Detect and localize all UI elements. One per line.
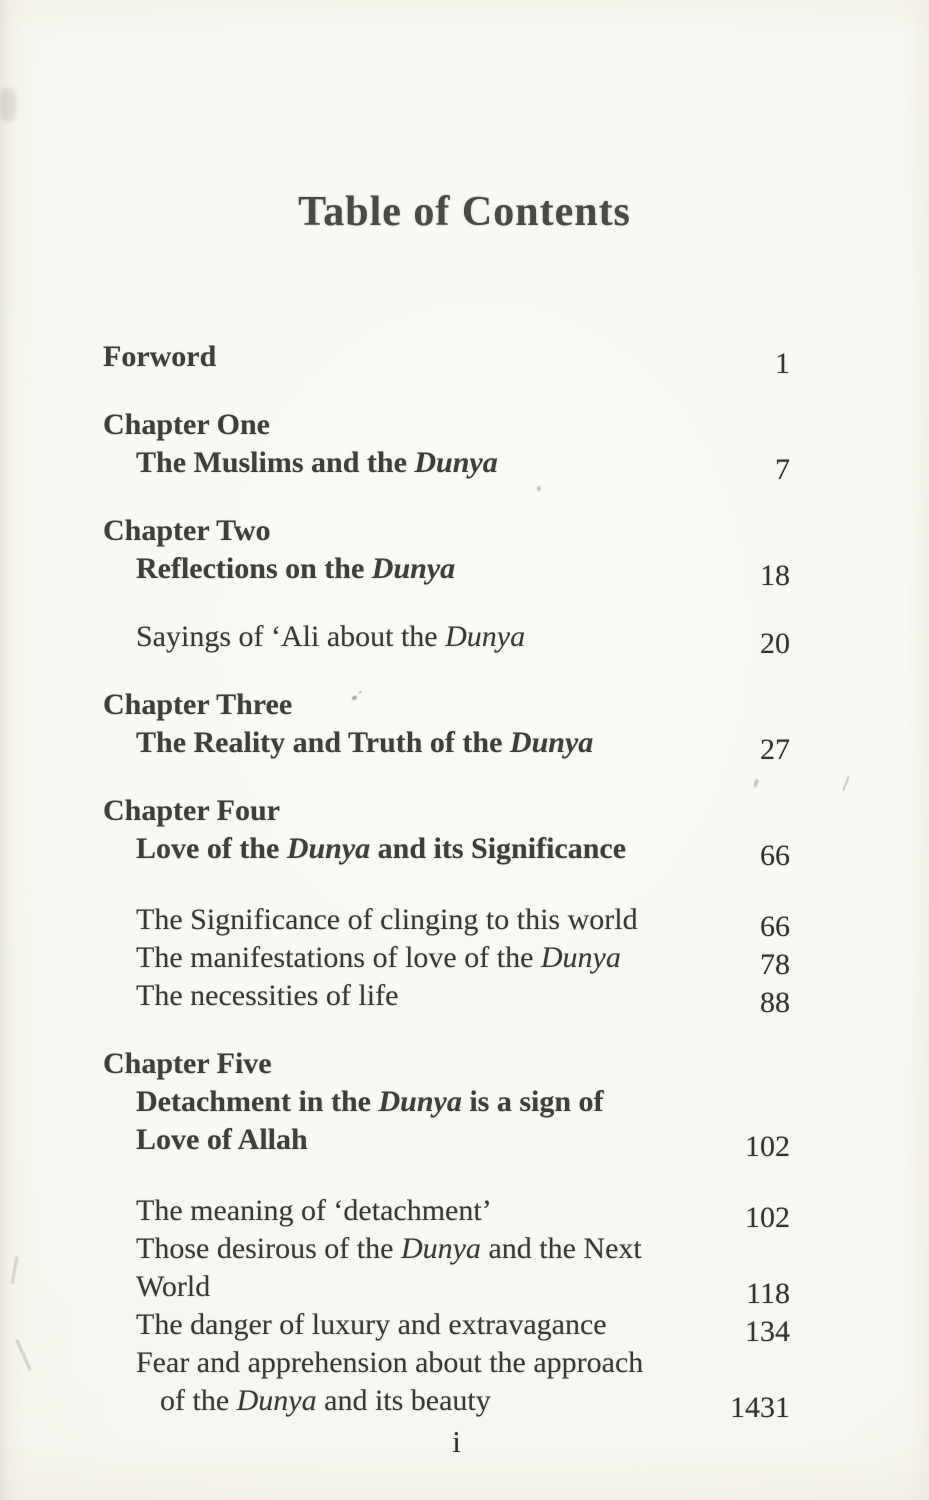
toc-line: [103, 977, 710, 1015]
scan-speck: [842, 776, 849, 791]
toc-label: is a sign of: [461, 1085, 604, 1118]
scan-smudge: [0, 88, 16, 122]
toc-line: [103, 901, 710, 939]
toc-label-italic: Dunya: [445, 620, 526, 653]
toc-label: and the Next World: [136, 1232, 642, 1303]
toc-line: [103, 1045, 710, 1083]
toc-label: and its Significance: [370, 832, 627, 865]
toc-entry-chapter-three: [103, 686, 790, 766]
toc-line: [103, 686, 710, 724]
toc-label: Love of the: [136, 832, 287, 865]
toc-entry-text: [103, 939, 710, 977]
toc-label: Chapter Two: [103, 514, 271, 547]
table-of-contents: [103, 338, 790, 1424]
toc-entry-meaning-of-detachment: [103, 1192, 790, 1234]
toc-label-italic: Dunya: [378, 1085, 462, 1118]
folio-page-number: i: [452, 1424, 461, 1459]
toc-entry-chapter-four: [103, 792, 790, 872]
toc-label: and its beauty: [316, 1384, 491, 1417]
toc-label-italic: Dunya: [236, 1384, 317, 1417]
toc-entry-manifestations-of-love: [103, 939, 790, 981]
toc-entry-text: [103, 1045, 710, 1159]
toc-line: [103, 1344, 710, 1382]
toc-label: of the: [160, 1384, 237, 1417]
toc-entry-necessities-of-life: [103, 977, 790, 1019]
toc-line: [103, 1192, 710, 1230]
toc-page-number: 102: [745, 1201, 790, 1234]
toc-line: [103, 618, 710, 656]
toc-entry-significance-of-clinging: [103, 901, 790, 943]
toc-entry-text: [103, 406, 710, 482]
toc-entry-chapter-five: [103, 1045, 790, 1163]
toc-page-number: 7: [775, 453, 790, 486]
toc-entry-text: [103, 1344, 710, 1420]
toc-label: The danger of luxury and extravagance: [136, 1308, 607, 1341]
toc-page-number: 88: [760, 986, 790, 1019]
toc-label-italic: Dunya: [286, 832, 371, 865]
toc-entry-text: [103, 792, 710, 868]
toc-label-italic: Dunya: [400, 1232, 481, 1265]
toc-line: [103, 724, 710, 762]
toc-entry-text: [103, 977, 710, 1015]
toc-label: The Muslims and the: [136, 446, 415, 479]
toc-page-number: 1: [775, 347, 790, 380]
toc-page-number: 134: [745, 1315, 790, 1348]
toc-entry-chapter-two: [103, 512, 790, 592]
scan-pencil-stroke: [15, 1339, 32, 1371]
toc-line: [103, 550, 710, 588]
toc-entry-sayings-of-ali: [103, 618, 790, 660]
toc-label: The Reality and Truth of the: [136, 726, 510, 759]
toc-entry-those-desirous: [103, 1230, 790, 1310]
toc-label: The Significance of clinging to this world: [136, 903, 638, 936]
toc-label: Detachment in the: [136, 1085, 379, 1118]
toc-line: [103, 1382, 710, 1420]
toc-label-italic: Dunya: [414, 446, 498, 479]
toc-entry-fear-and-apprehension: [103, 1344, 790, 1424]
toc-line: [103, 338, 710, 376]
toc-entry-text: [103, 512, 710, 588]
toc-line: [103, 830, 710, 868]
toc-label: Chapter Three: [103, 688, 293, 721]
toc-page-number: 1431: [730, 1391, 790, 1424]
toc-entry-chapter-one: [103, 406, 790, 486]
page-title: Table of Contents: [298, 189, 631, 235]
toc-label: Love of Allah: [136, 1123, 308, 1156]
toc-entry-text: [103, 901, 710, 939]
toc-label: The meaning of ‘detachment’: [136, 1194, 492, 1227]
toc-entry-text: [103, 618, 710, 656]
toc-entry-text: [103, 1306, 710, 1344]
toc-page-number: 66: [760, 910, 790, 943]
toc-line: [103, 1083, 710, 1121]
toc-page-number: 78: [760, 948, 790, 981]
toc-label-italic: Dunya: [509, 726, 594, 759]
toc-line: [103, 1230, 710, 1306]
scan-pencil-stroke: [11, 1256, 19, 1284]
toc-line: [103, 1121, 710, 1159]
toc-label: Chapter Five: [103, 1047, 272, 1080]
toc-label: Sayings of ‘Ali about the: [136, 620, 446, 653]
toc-entry-text: [103, 686, 710, 762]
toc-entry-danger-of-luxury: [103, 1306, 790, 1348]
toc-line: [103, 512, 710, 550]
toc-label-italic: Dunya: [371, 552, 456, 585]
toc-label: Forword: [103, 340, 217, 373]
toc-entry-text: [103, 1192, 710, 1230]
toc-label-italic: Dunya: [540, 941, 621, 974]
toc-page-number: 102: [745, 1130, 790, 1163]
toc-line: [103, 1306, 710, 1344]
toc-entry-text: [103, 338, 710, 376]
toc-entry-forword: [103, 338, 790, 380]
toc-entry-text: [103, 1230, 710, 1306]
toc-page-number: 18: [760, 559, 790, 592]
toc-line: [103, 939, 710, 977]
toc-label: The manifestations of love of the: [136, 941, 541, 974]
toc-label: The necessities of life: [136, 979, 399, 1012]
toc-page-number: 27: [760, 733, 790, 766]
toc-label: Fear and apprehension about the approach: [136, 1346, 644, 1379]
toc-line: [103, 406, 710, 444]
toc-page-number: 118: [746, 1277, 790, 1310]
toc-line: [103, 792, 710, 830]
toc-label: Those desirous of the: [136, 1232, 401, 1265]
toc-label: Chapter Four: [103, 794, 280, 827]
toc-page-number: 20: [760, 627, 790, 660]
toc-label: Chapter One: [103, 408, 270, 441]
toc-page-number: 66: [760, 839, 790, 872]
toc-line: [103, 444, 710, 482]
toc-label: Reflections on the: [136, 552, 372, 585]
